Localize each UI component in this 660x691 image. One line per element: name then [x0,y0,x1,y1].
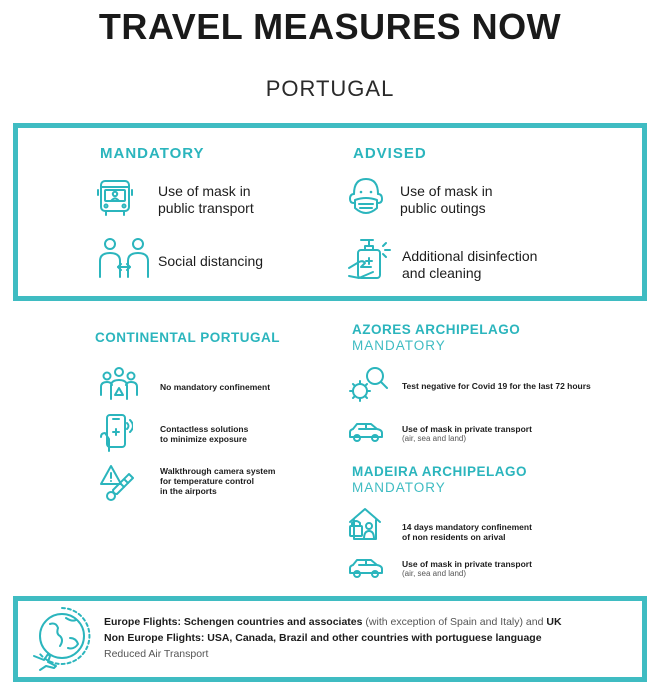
non-europe-flights: Non Europe Flights: USA, Canada, Brazil and other countries with portuguese language [104,632,542,644]
social-distance-icon [97,237,151,279]
virus-test-icon [347,364,389,404]
advised-item-2: Additional disinfection and cleaning [402,248,538,281]
azores-subheading: MANDATORY [352,338,446,353]
contactless-phone-icon [99,413,133,453]
continental-item-1: No mandatory confinement [160,382,271,392]
bus-icon [96,178,134,218]
continental-heading: CONTINENTAL PORTUGAL [95,330,280,345]
advised-heading: ADVISED [353,145,427,162]
mandatory-heading: MANDATORY [100,145,205,162]
mandatory-item-1: Use of mask in public transport [158,183,254,216]
madeira-item-2-note: (air, sea and land) [402,569,467,578]
mandatory-item-2: Social distancing [158,253,264,269]
car-icon [347,420,385,444]
home-confinement-icon [347,506,383,542]
azores-heading: AZORES ARCHIPELAGO [352,322,521,337]
azores-item-2: Use of mask in private transport [402,424,532,434]
continental-item-2: Contactless solutions to minimize exposure [160,424,249,444]
azores-item-1: Test negative for Covid 19 for the last 72 hours [402,381,591,391]
page-title: TRAVEL MEASURES NOW [98,6,562,47]
continental-item-3: Walkthrough camera system for temperature control in the airports [160,466,276,496]
madeira-subheading: MANDATORY [352,480,446,495]
madeira-item-2: Use of mask in private transport [402,559,532,569]
group-people-icon [99,365,139,401]
face-mask-icon [348,176,384,220]
car-icon [347,556,385,580]
globe-plane-icon [30,604,94,672]
europe-flights: Europe Flights: Schengen countries and associates (with exception of Spain and Italy) and UK [104,616,562,628]
madeira-heading: MADEIRA ARCHIPELAGO [352,464,528,479]
madeira-item-1: 14 days mandatory confinement of non residents on arival [402,522,532,542]
reduced-air-transport: Reduced Air Transport [104,648,209,660]
hand-sanitizer-icon [347,236,393,282]
flights-text [104,614,634,662]
azores-item-2-note: (air, sea and land) [402,434,467,443]
country-name: PORTUGAL [265,76,395,101]
advised-item-1: Use of mask in public outings [400,183,493,216]
thermometer-warning-icon [99,464,139,502]
